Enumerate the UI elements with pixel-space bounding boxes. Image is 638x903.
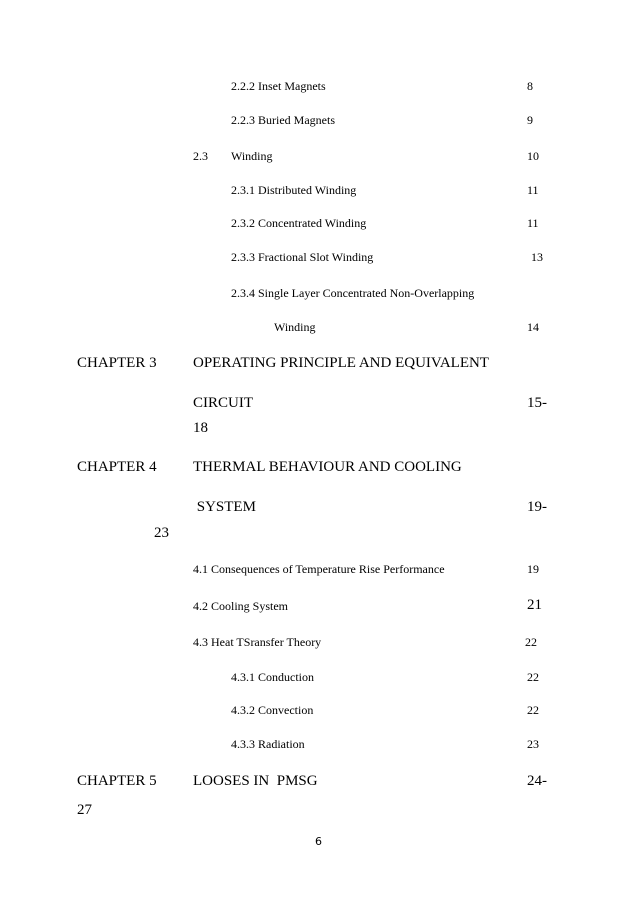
toc-entry-distributed-winding: 2.3.1 Distributed Winding [231, 183, 357, 197]
toc-entry-conduction: 4.3.1 Conduction [231, 670, 314, 684]
toc-chapter-4-page-end: 23 [154, 525, 169, 541]
toc-page-convection: 22 [527, 703, 539, 717]
toc-entry-heat-transfer: 4.3 Heat TSransfer Theory [193, 635, 322, 649]
toc-page-consequences: 19 [527, 562, 539, 576]
toc-entry-fractional-slot: 2.3.3 Fractional Slot Winding [231, 250, 374, 264]
toc-chapter-5-title: LOOSES IN PMSG [193, 773, 318, 789]
toc-page-radiation: 23 [527, 737, 539, 751]
toc-entry-cooling-system: 4.2 Cooling System [193, 599, 289, 613]
toc-entry-concentrated-winding: 2.3.2 Concentrated Winding [231, 216, 367, 230]
toc-chapter-3-title-cont: CIRCUIT [193, 395, 253, 411]
toc-entry-single-layer: 2.3.4 Single Layer Concentrated Non-Overlapping [231, 286, 475, 300]
toc-page-single-layer: 14 [527, 320, 539, 334]
toc-chapter-4-label: CHAPTER 4 [77, 459, 157, 475]
toc-page-fractional-slot: 13 [531, 250, 543, 264]
toc-entry-consequences: 4.1 Consequences of Temperature Rise Performance [193, 562, 445, 576]
toc-entry-inset-magnets: 2.2.2 Inset Magnets [231, 79, 326, 93]
toc-page-inset-magnets: 8 [527, 79, 533, 93]
toc-page-heat-transfer: 22 [525, 635, 537, 649]
toc-chapter-5-label: CHAPTER 5 [77, 773, 157, 789]
toc-chapter-4-title: THERMAL BEHAVIOUR AND COOLING [193, 459, 462, 475]
toc-page-cooling-system: 21 [527, 597, 542, 613]
toc-entry-single-layer-cont: Winding [274, 320, 316, 334]
toc-entry-winding: Winding [231, 149, 273, 163]
toc-chapter-5-page-start: 24- [527, 773, 547, 789]
toc-entry-radiation: 4.3.3 Radiation [231, 737, 305, 751]
toc-chapter-4-page-start: 19- [527, 499, 547, 515]
page-number: 6 [315, 835, 322, 848]
toc-number-winding: 2.3 [193, 149, 208, 163]
toc-page-distributed-winding: 11 [527, 183, 539, 197]
toc-page-concentrated-winding: 11 [527, 216, 539, 230]
toc-chapter-5-page-end: 27 [77, 802, 92, 818]
toc-page-winding: 10 [527, 149, 539, 163]
toc-chapter-3-page-start: 15- [527, 395, 547, 411]
toc-page-buried-magnets: 9 [527, 113, 533, 127]
toc-page-conduction: 22 [527, 670, 539, 684]
toc-chapter-3-page-end: 18 [193, 420, 208, 436]
toc-entry-buried-magnets: 2.2.3 Buried Magnets [231, 113, 335, 127]
toc-chapter-4-title-cont: SYSTEM [193, 499, 256, 515]
toc-chapter-3-label: CHAPTER 3 [77, 355, 157, 371]
toc-chapter-3-title: OPERATING PRINCIPLE AND EQUIVALENT [193, 355, 489, 371]
toc-entry-convection: 4.3.2 Convection [231, 703, 314, 717]
